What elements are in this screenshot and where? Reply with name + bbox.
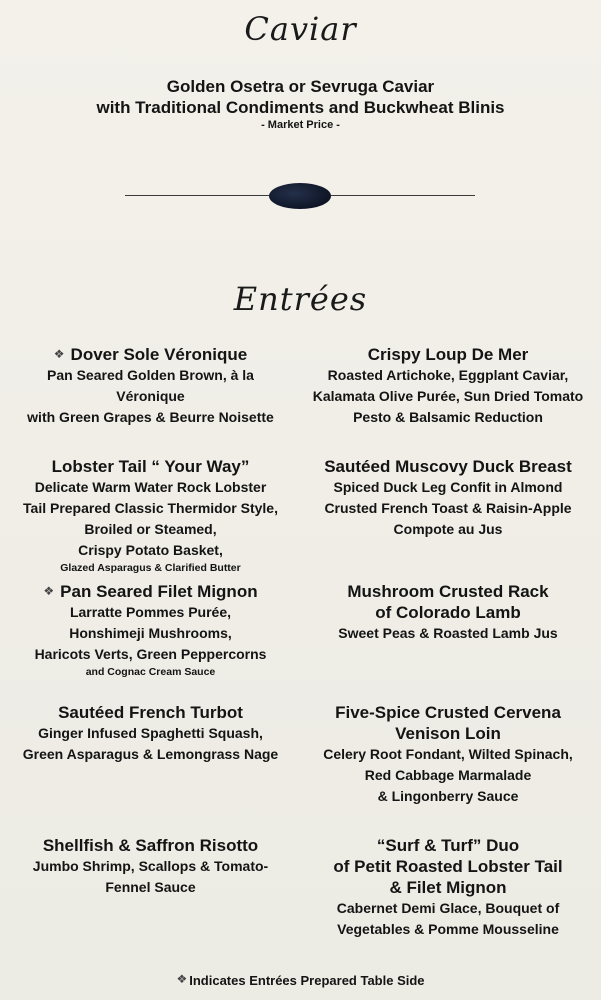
entree-desc-line: Ginger Infused Spaghetti Squash, xyxy=(38,725,263,741)
entree-desc-line: Pan Seared Golden Brown, à la xyxy=(47,367,254,383)
entree-desc-line: Larratte Pommes Purée, xyxy=(69,604,232,620)
entree-item xyxy=(302,702,594,807)
entree-item xyxy=(302,456,594,540)
fleur-de-lis-icon: ❖ xyxy=(43,584,55,598)
entree-title: & Filet Mignon xyxy=(389,878,507,897)
entree-desc-line: Haricots Verts, Green Peppercorns xyxy=(34,646,267,662)
footnote-text: Indicates Entrées Prepared Table Side xyxy=(189,973,425,988)
entree-desc-line: Delicate Warm Water Rock Lobster xyxy=(34,479,267,495)
entree-title: Lobster Tail “ Your Way” xyxy=(51,457,250,476)
entree-item xyxy=(302,344,594,428)
entree-title: Crispy Loup De Mer xyxy=(367,345,529,364)
entree-item xyxy=(302,581,594,644)
entree-desc-line: Compote au Jus xyxy=(393,521,503,537)
market-price-note: - Market Price - xyxy=(261,119,340,131)
entree-desc-line: Broiled or Steamed, xyxy=(84,521,217,537)
entree-title: Pan Seared Filet Mignon xyxy=(60,582,258,601)
caviar-line-2: with Traditional Condiments and Buckwheat Blinis xyxy=(96,98,505,117)
entree-item xyxy=(302,835,594,940)
entree-item xyxy=(8,456,293,576)
entrees-left-column xyxy=(8,0,293,1000)
entree-desc-line: Tail Prepared Classic Thermidor Style, xyxy=(23,500,278,516)
entree-desc-line: Kalamata Olive Purée, Sun Dried Tomato xyxy=(312,388,584,404)
entree-title: “Surf & Turf” Duo xyxy=(376,836,520,855)
caviar-line-1: Golden Osetra or Sevruga Caviar xyxy=(166,77,435,96)
entree-title: Sautéed French Turbot xyxy=(58,703,243,722)
table-side-footnote xyxy=(0,972,601,988)
entree-title: of Petit Roasted Lobster Tail xyxy=(333,857,563,876)
entree-desc-line: Spiced Duck Leg Confit in Almond xyxy=(333,479,563,495)
entree-desc-line: Sweet Peas & Roasted Lamb Jus xyxy=(338,625,558,641)
fleur-de-lis-icon: ❖ xyxy=(176,972,188,986)
entree-desc-line: Red Cabbage Marmalade xyxy=(364,767,532,783)
entree-title: Shellfish & Saffron Risotto xyxy=(42,836,259,855)
entree-item xyxy=(8,835,293,898)
entree-desc-line: with Green Grapes & Beurre Noisette xyxy=(27,409,274,425)
entree-desc-line: Véronique xyxy=(116,388,185,404)
entree-title: of Colorado Lamb xyxy=(375,603,521,622)
entree-desc-line: Pesto & Balsamic Reduction xyxy=(353,409,543,425)
entree-desc-line: Fennel Sauce xyxy=(105,879,196,895)
entree-desc-line: & Lingonberry Sauce xyxy=(377,788,519,804)
caviar-heading: Caviar xyxy=(244,10,357,48)
entrees-right-column xyxy=(302,0,594,1000)
entree-desc-line: Vegetables & Pomme Mousseline xyxy=(337,921,559,937)
entree-title: Five-Spice Crusted Cervena xyxy=(335,703,561,722)
entree-title: Mushroom Crusted Rack xyxy=(347,582,549,601)
entree-title: Dover Sole Véronique xyxy=(70,345,248,364)
entree-title: Venison Loin xyxy=(395,724,501,743)
entree-desc-line: Honshimeji Mushrooms, xyxy=(69,625,232,641)
fleur-de-lis-icon: ❖ xyxy=(53,347,65,361)
entree-desc-small: Glazed Asparagus & Clarified Butter xyxy=(60,562,241,574)
entree-desc-line: Green Asparagus & Lemongrass Nage xyxy=(22,746,279,762)
entree-desc-line: Roasted Artichoke, Eggplant Caviar, xyxy=(327,367,569,383)
entree-desc-line: Celery Root Fondant, Wilted Spinach, xyxy=(323,746,573,762)
entree-desc-line: Crusted French Toast & Raisin-Apple xyxy=(324,500,572,516)
entree-desc-line: Crispy Potato Basket, xyxy=(78,542,223,558)
entree-item xyxy=(8,344,293,428)
entree-item xyxy=(8,581,293,680)
entree-desc-small: and Cognac Cream Sauce xyxy=(85,666,216,678)
entree-desc-line: Jumbo Shrimp, Scallops & Tomato- xyxy=(32,858,269,874)
entrees-heading: Entrées xyxy=(233,280,368,318)
entree-item xyxy=(8,702,293,765)
entree-title: Sautéed Muscovy Duck Breast xyxy=(324,457,572,476)
entree-desc-line: Cabernet Demi Glace, Bouquet of xyxy=(336,900,560,916)
